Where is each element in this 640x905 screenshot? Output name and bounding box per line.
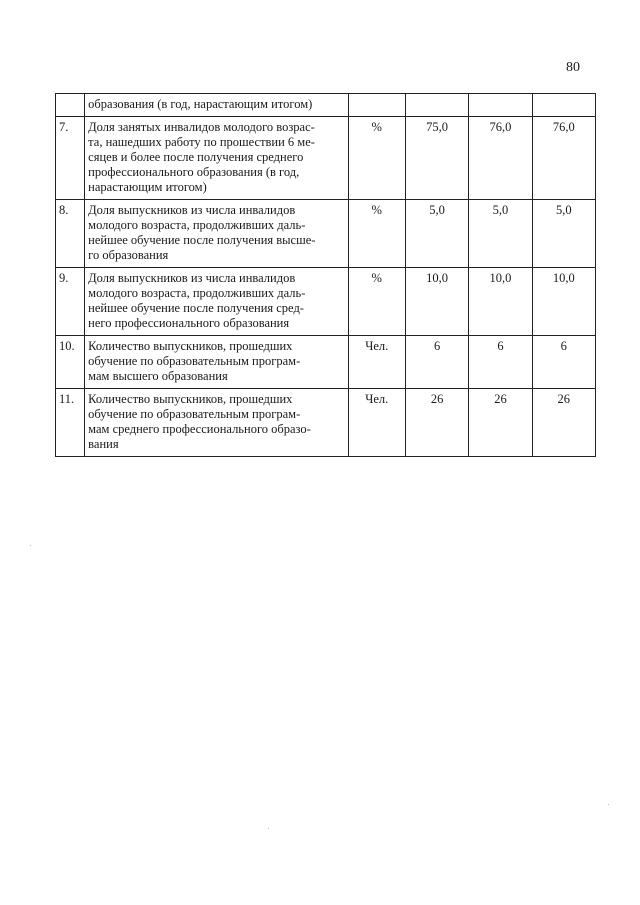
indicator-description-cell: Доля выпускников из числа инвалидов молодого возраста, продолживших даль- нейшее обучение после получения высше- го образования	[85, 200, 348, 268]
value-year2-cell	[469, 94, 532, 117]
table-row	[56, 336, 596, 389]
value-year3-cell: 26	[532, 389, 595, 457]
value-year2-cell: 26	[469, 389, 532, 457]
value-year3-cell	[532, 94, 595, 117]
indicator-description-cell: Количество выпускников, прошедших обучение по образовательным програм- мам высшего образования	[85, 336, 348, 389]
value-year1-cell	[405, 94, 468, 117]
unit-cell: Чел.	[348, 389, 405, 457]
value-year3-cell: 6	[532, 336, 595, 389]
indicator-description-cell: Доля занятых инвалидов молодого возрас- та, нашедших работу по прошествии 6 ме- сяцев и более после получения среднего профессионального образования (в год, нарастающим итогом)	[85, 117, 348, 200]
table-row	[56, 389, 596, 457]
unit-cell: %	[348, 268, 405, 336]
value-year2-cell: 76,0	[469, 117, 532, 200]
row-number-cell: 9.	[56, 268, 85, 336]
scan-speck	[268, 828, 269, 829]
unit-cell: Чел.	[348, 336, 405, 389]
value-year3-cell: 5,0	[532, 200, 595, 268]
value-year1-cell: 6	[405, 336, 468, 389]
value-year1-cell: 10,0	[405, 268, 468, 336]
value-year2-cell: 6	[469, 336, 532, 389]
indicators-table	[55, 93, 596, 457]
row-number-cell: 11.	[56, 389, 85, 457]
row-number-cell: 10.	[56, 336, 85, 389]
row-number-cell: 7.	[56, 117, 85, 200]
unit-cell	[348, 94, 405, 117]
row-number-cell	[56, 94, 85, 117]
row-number-cell: 8.	[56, 200, 85, 268]
value-year2-cell: 10,0	[469, 268, 532, 336]
value-year3-cell: 10,0	[532, 268, 595, 336]
value-year1-cell: 26	[405, 389, 468, 457]
unit-cell: %	[348, 200, 405, 268]
scan-speck	[608, 804, 609, 805]
indicator-description-cell: Доля выпускников из числа инвалидов молодого возраста, продолживших даль- нейшее обучение после получения сред- него профессионального образования	[85, 268, 348, 336]
value-year1-cell: 5,0	[405, 200, 468, 268]
scan-speck	[30, 545, 31, 546]
page-number: 80	[566, 60, 580, 75]
value-year1-cell: 75,0	[405, 117, 468, 200]
table-row	[56, 94, 596, 117]
value-year2-cell: 5,0	[469, 200, 532, 268]
indicators-table-body	[56, 94, 596, 457]
unit-cell: %	[348, 117, 405, 200]
indicator-description-cell: образования (в год, нарастающим итогом)	[85, 94, 348, 117]
table-row	[56, 117, 596, 200]
table-row	[56, 268, 596, 336]
table-row	[56, 200, 596, 268]
indicator-description-cell: Количество выпускников, прошедших обучение по образовательным програм- мам среднего профессионального образо- вания	[85, 389, 348, 457]
value-year3-cell: 76,0	[532, 117, 595, 200]
